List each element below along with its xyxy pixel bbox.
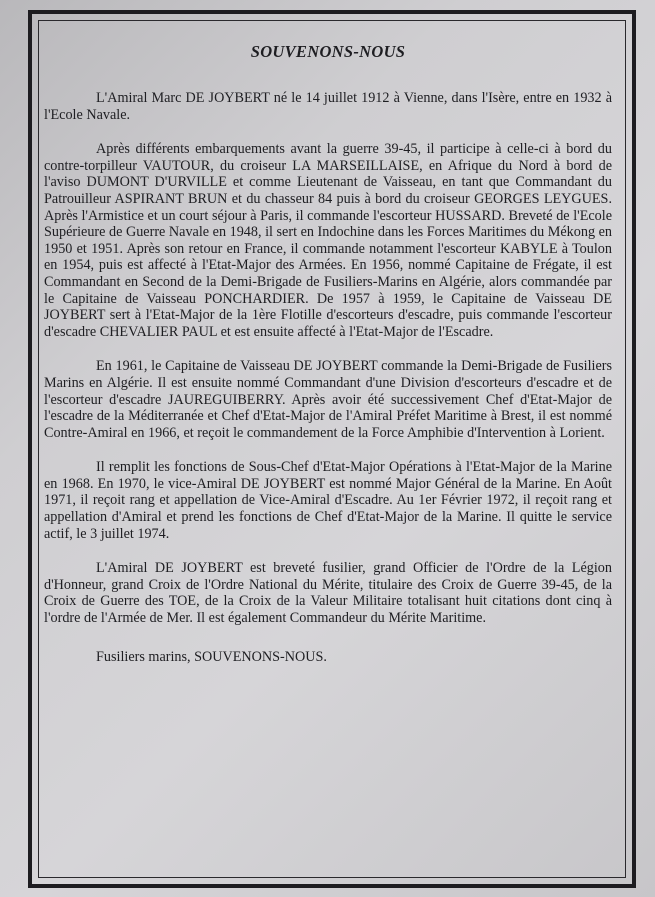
paragraph-honours: L'Amiral DE JOYBERT est breveté fusilier, grand Officier de l'Ordre de la Légion d'Honneur, grand Croix de l'Ordre National du Mérite, titulaire des Croix de Guerre 39-45, de la Croix de Guerre des TOE, de la Croix de la Valeur Militaire totalisant huit citations dont cinq à l'ordre de l'Armée de Mer. Il est également Commandeur du Mérite Maritime.: [44, 560, 612, 627]
document-body: [44, 42, 612, 683]
paragraph-career-1961: En 1961, le Capitaine de Vaisseau DE JOYBERT commande la Demi-Brigade de Fusiliers Marins en Algérie. Il est ensuite nommé Commandant d'une Division d'escorteurs d'escadre et de l'escorteur d'escadre JAUREGUIBERRY. Après avoir été successivement Chef d'Etat-Major de l'escadre de la Méditerranée et Chef d'Etat-Major de l'Amiral Préfet Maritime à Brest, il est nommé Contre-Amiral en 1966, et reçoit le commandement de la Force Amphibie d'Intervention à Lorient.: [44, 358, 612, 441]
paragraph-career-1968: Il remplit les fonctions de Sous-Chef d'Etat-Major Opérations à l'Etat-Major de la Marine en 1968. En 1970, le vice-Amiral DE JOYBERT est nommé Major Général de la Marine. En Août 1971, il reçoit rang et appellation de Vice-Amiral d'Escadre. Au 1er Février 1972, il reçoit rang et appellation d'Amiral et prend les fonctions de Chef d'Etat-Major de la Marine. Il quitte le service actif, le 3 juillet 1974.: [44, 459, 612, 542]
paragraph-intro: L'Amiral Marc DE JOYBERT né le 14 juillet 1912 à Vienne, dans l'Isère, entre en 1932 à l'Ecole Navale.: [44, 90, 612, 123]
paragraph-career-early: Après différents embarquements avant la guerre 39-45, il participe à celle-ci à bord du contre-torpilleur VAUTOUR, du croiseur LA MARSEILLAISE, en Afrique du Nord à bord de l'aviso DUMONT D'URVILLE et comme Lieutenant de Vaisseau, en tant que Commandant du Patrouilleur ASPIRANT BRUN et du chasseur 84 puis à bord du croiseur GEORGES LEYGUES. Après l'Armistice et un court séjour à Paris, il commande l'escorteur HUSSARD. Breveté de l'Ecole Supérieure de Guerre Navale en 1948, il sert en Indochine dans les Forces Maritimes du Mékong en 1950 et 1951. Après son retour en France, il commande notamment l'escorteur KABYLE à Toulon en 1954, puis est affecté à l'Etat-Major des Armées. En 1956, nommé Capitaine de Frégate, il est Commandant en Second de la Demi-Brigade de Fusiliers-Marins en Algérie, alors commandée par le Capitaine de Vaisseau PONCHARDIER. De 1957 à 1959, le Capitaine de Vaisseau DE JOYBERT sert à l'Etat-Major de la 1ère Flotille d'escorteurs d'escadre, puis commande l'escorteur d'escadre CHEVALIER PAUL et est ensuite affecté à l'Etat-Major de l'Escadre.: [44, 141, 612, 340]
closing-line: Fusiliers marins, SOUVENONS-NOUS.: [96, 648, 327, 665]
document-title: SOUVENONS-NOUS: [250, 42, 406, 61]
